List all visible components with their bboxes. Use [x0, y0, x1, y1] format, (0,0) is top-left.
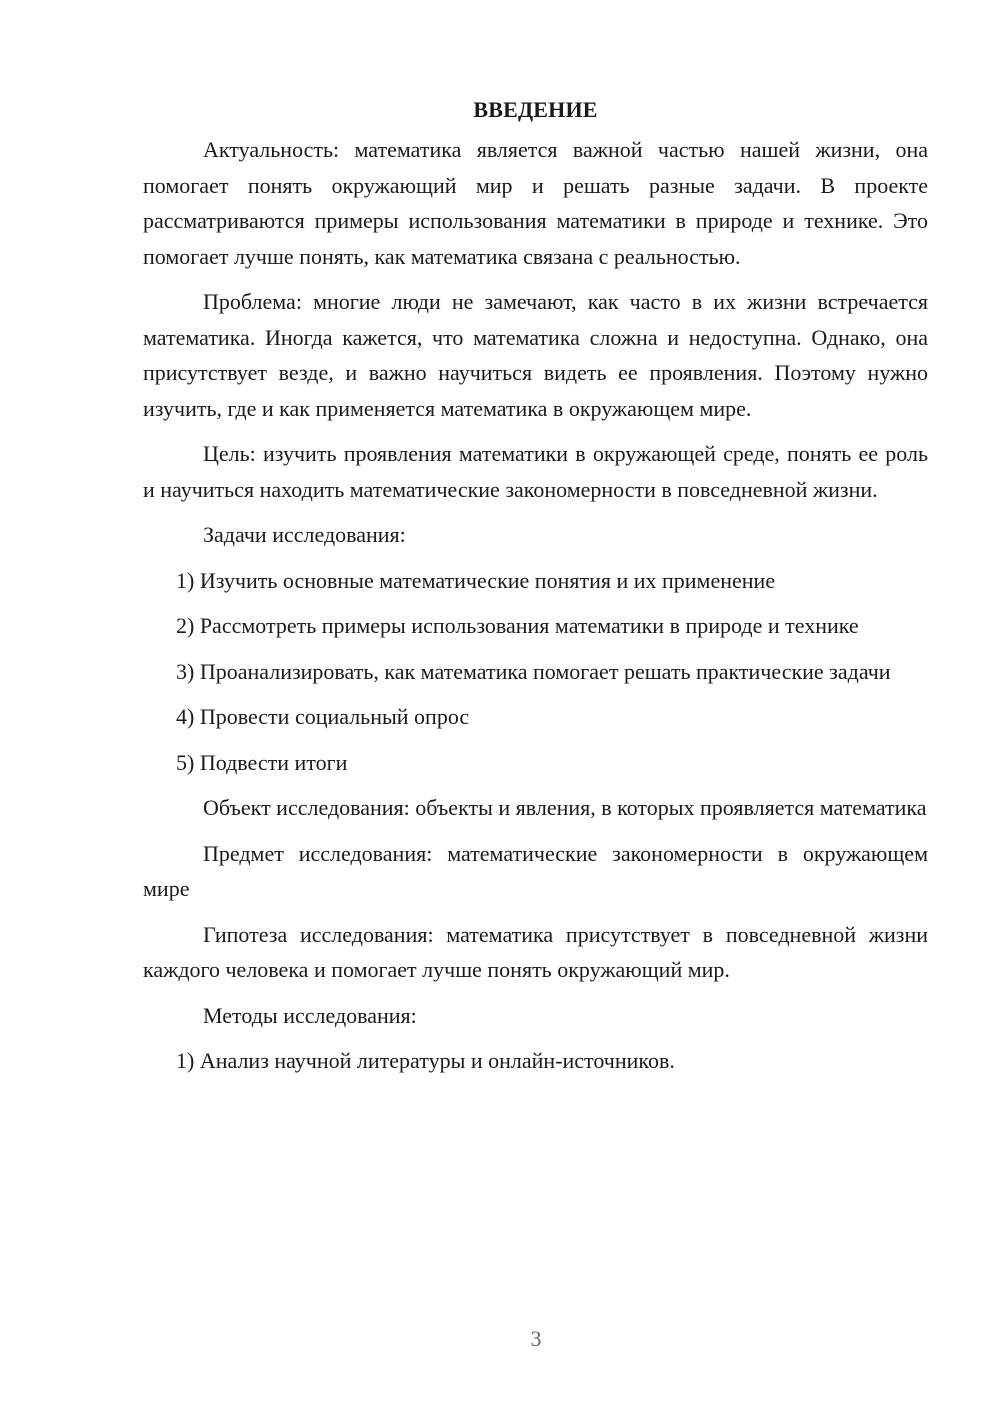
task-item-1: 1) Изучить основные математические понятия и их применение — [176, 567, 776, 593]
paragraph-goal: Цель: изучить проявления математики в окружающей среде, понять ее роль и научиться находить математические закономерности в повседневной жизни. — [143, 441, 928, 502]
paragraph-relevance: Актуальность: математика является важной частью нашей жизни, она помогает понять окружающий мир и решать разные задачи. В проекте рассматриваются примеры использования математики в природе и технике. Это помогает лучше понять, как математика связана с реальностью. — [143, 137, 928, 269]
task-item-4: 4) Провести социальный опрос — [176, 704, 470, 729]
paragraph-problem: Проблема: многие люди не замечают, как часто в их жизни встречается математика. Иногда кажется, что математика сложна и недоступна. Однако, она присутствует везде, и важно научиться видеть ее проявления. Поэтому нужно изучить, где и как применяется математика в окружающем мире. — [143, 289, 928, 421]
document-page — [143, 92, 928, 1089]
paragraph-methods-heading: Методы исследования: — [203, 1002, 417, 1028]
paragraph-hypothesis: Гипотеза исследования: математика присутствует в повседневной жизни каждого человека и помогает лучше понять окружающий мир. — [143, 921, 928, 982]
paragraph-tasks-heading: Задачи исследования: — [203, 522, 406, 547]
paragraph-subject: Предмет исследования: математические закономерности в окружающем мире — [143, 840, 928, 901]
task-item-2: 2) Рассмотреть примеры использования математики в природе и технике — [176, 613, 859, 638]
task-item-3: 3) Проанализировать, как математика помогает решать практические задачи — [176, 658, 891, 684]
section-title: ВВЕДЕНИЕ — [473, 97, 598, 122]
paragraph-object: Объект исследования: объекты и явления, в которых проявляется математика — [203, 795, 927, 820]
task-item-5: 5) Подвести итоги — [176, 749, 348, 775]
method-item-1: 1) Анализ научной литературы и онлайн-источников. — [176, 1048, 675, 1073]
page-number: 3 — [530, 1326, 542, 1351]
